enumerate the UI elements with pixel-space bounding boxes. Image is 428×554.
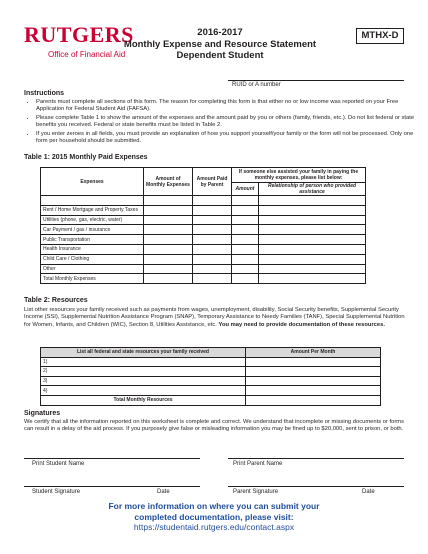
- logo-subtitle: Office of Financial Aid: [48, 50, 126, 59]
- other-amount-cell[interactable]: [232, 235, 259, 245]
- paid-cell[interactable]: [193, 215, 232, 225]
- form-code-box: MTHX-D: [356, 28, 404, 44]
- relationship-cell[interactable]: [259, 254, 366, 264]
- signatures-paragraph: We certify that all the information reported on this worksheet is complete and correct. We understand that incomplete or missing documents or forms can result in a delay of the aid process. If you purposely give false or misleading information you may be fined up to $20,000, sent to prison, or both.: [24, 419, 404, 433]
- relationship-cell[interactable]: [259, 225, 366, 235]
- signatures-heading: Signatures: [24, 410, 61, 417]
- amount-cell[interactable]: [144, 215, 193, 225]
- table-row: [41, 367, 381, 377]
- col-paid: Amount Paid by Parent: [193, 168, 232, 196]
- print-student-label: Print Student Name: [32, 461, 85, 467]
- table2-heading: Table 2: Resources: [24, 297, 88, 304]
- ruid-label: RUID or A number: [232, 82, 281, 88]
- title-line2: Dependent Student: [176, 50, 264, 61]
- amount-cell[interactable]: [144, 274, 193, 284]
- contact-link[interactable]: https://studentaid.rutgers.edu/contact.aspx: [133, 522, 295, 532]
- amount-cell[interactable]: [246, 386, 381, 396]
- table-row: Health Insurance: [41, 244, 366, 254]
- amount-cell[interactable]: [144, 244, 193, 254]
- paid-cell[interactable]: [193, 254, 232, 264]
- paid-cell[interactable]: [193, 244, 232, 254]
- amount-cell[interactable]: [144, 235, 193, 245]
- amount-cell[interactable]: [246, 376, 381, 386]
- instructions-heading: Instructions: [24, 90, 65, 97]
- other-amount-cell[interactable]: [232, 254, 259, 264]
- table-row: Utilities (phone, gas, electric, water): [41, 215, 366, 225]
- paid-cell[interactable]: [193, 235, 232, 245]
- student-date-label: Date: [157, 489, 170, 495]
- table-row: Public Transportation: [41, 235, 366, 245]
- paid-cell[interactable]: [193, 205, 232, 215]
- table-row: [41, 386, 381, 396]
- paid-cell[interactable]: [193, 264, 232, 274]
- print-parent-line[interactable]: [228, 458, 404, 459]
- table-row: Other: [41, 264, 366, 274]
- amount-cell[interactable]: [144, 225, 193, 235]
- student-signature-label: Student Signature: [32, 489, 81, 495]
- ruid-field[interactable]: [228, 80, 404, 81]
- paid-cell[interactable]: [193, 225, 232, 235]
- table-row: [41, 395, 381, 405]
- student-signature-line[interactable]: [24, 486, 200, 487]
- expenses-table: [40, 167, 366, 284]
- print-student-line[interactable]: [24, 458, 200, 459]
- relationship-cell[interactable]: [259, 274, 366, 284]
- relationship-cell[interactable]: [259, 205, 366, 215]
- relationship-cell[interactable]: [259, 215, 366, 225]
- table-row: Child Care / Clothing: [41, 254, 366, 264]
- parent-signature-line[interactable]: [228, 486, 404, 487]
- other-amount-cell[interactable]: [232, 264, 259, 274]
- parent-signature-label: Parent Signature: [233, 489, 279, 495]
- other-amount-cell[interactable]: [232, 274, 259, 284]
- print-parent-label: Print Parent Name: [233, 461, 283, 467]
- col-amount-per-month: Amount Per Month: [246, 348, 381, 358]
- parent-date-label: Date: [362, 489, 375, 495]
- paid-cell[interactable]: [193, 274, 232, 284]
- other-amount-cell[interactable]: [232, 225, 259, 235]
- table-row: [41, 376, 381, 386]
- amount-cell[interactable]: [246, 357, 381, 367]
- table-row: Car Payment / gas / insurance: [41, 225, 366, 235]
- resource-cell[interactable]: 3): [41, 376, 246, 386]
- amount-cell[interactable]: [144, 254, 193, 264]
- footer-info: For more information on where you can submit your completed documentation, please visit: https://studentaid.rutgers.edu/contact.aspx: [74, 501, 354, 533]
- title-year: 2016-2017: [197, 27, 243, 38]
- table2-paragraph: List other resources your family received such as payments from wages, unemployment, disability, Social Security benefits, Supplemental Security Income (SSI), Supplemental Nutrition Assistance Program (SNAP), Temporary Assistance to Needy Families (TANF), Special Supplemental Nutrition for Women, Infants, and Children (WIC), Section 8, Utilities Assistance, etc. You may need to provide documentation of these resources.: [24, 307, 405, 328]
- resources-table: [40, 347, 381, 406]
- other-amount-cell[interactable]: [232, 215, 259, 225]
- amount-cell[interactable]: [144, 205, 193, 215]
- instruction-item: • Parents must complete all sections of this form. The reason for completing this form is that either no or low income was reported on your Free Application for Federal Student Aid (FAFSA).: [36, 99, 422, 114]
- col-resources: List all federal and state resources your family received: [41, 348, 246, 358]
- sub-amount: Amount: [232, 183, 259, 196]
- other-amount-cell[interactable]: [232, 205, 259, 215]
- total-resources-label: Total Monthly Resources: [41, 395, 246, 405]
- resource-cell[interactable]: 1): [41, 357, 246, 367]
- instruction-item: • Please complete Table 1 to show the amount of the expenses and the amount paid by you or others (family, friends, etc.). Do not list federal or state benefits you received. Federal or state benefits must be listed in Table 2.: [36, 115, 422, 130]
- other-amount-cell[interactable]: [232, 244, 259, 254]
- table-row: Total Monthly Expenses: [41, 274, 366, 284]
- amount-cell[interactable]: [144, 264, 193, 274]
- title-line1: Monthly Expense and Resource Statement: [123, 38, 317, 50]
- relationship-cell[interactable]: [259, 244, 366, 254]
- instructions-list: [24, 99, 422, 146]
- total-amount-cell[interactable]: [246, 395, 381, 405]
- form-title: [120, 27, 320, 62]
- col-someone: If someone else assisted your family in paying the monthly expenses, please list below:: [232, 168, 366, 183]
- instruction-item: • If you enter zeroes in all fields, you must provide an explanation of how you support yourself/your family or the form will not be processed. Only one form per household should be submitted.: [36, 131, 422, 146]
- amount-cell[interactable]: [246, 367, 381, 377]
- relationship-cell[interactable]: [259, 264, 366, 274]
- relationship-cell[interactable]: [259, 235, 366, 245]
- sub-relationship: Relationship of person who provided assistance: [259, 183, 366, 196]
- rutgers-logo: RUTGERS: [24, 22, 134, 47]
- col-expenses: Expenses: [41, 168, 144, 196]
- resource-cell[interactable]: 4): [41, 386, 246, 396]
- table-row: [41, 357, 381, 367]
- resource-cell[interactable]: 2): [41, 367, 246, 377]
- table1-heading: Table 1: 2015 Monthly Paid Expenses: [24, 154, 148, 161]
- col-amount: Amount of Monthly Expenses: [144, 168, 193, 196]
- table-row: Rent / Home Mortgage and Property Taxes: [41, 205, 366, 215]
